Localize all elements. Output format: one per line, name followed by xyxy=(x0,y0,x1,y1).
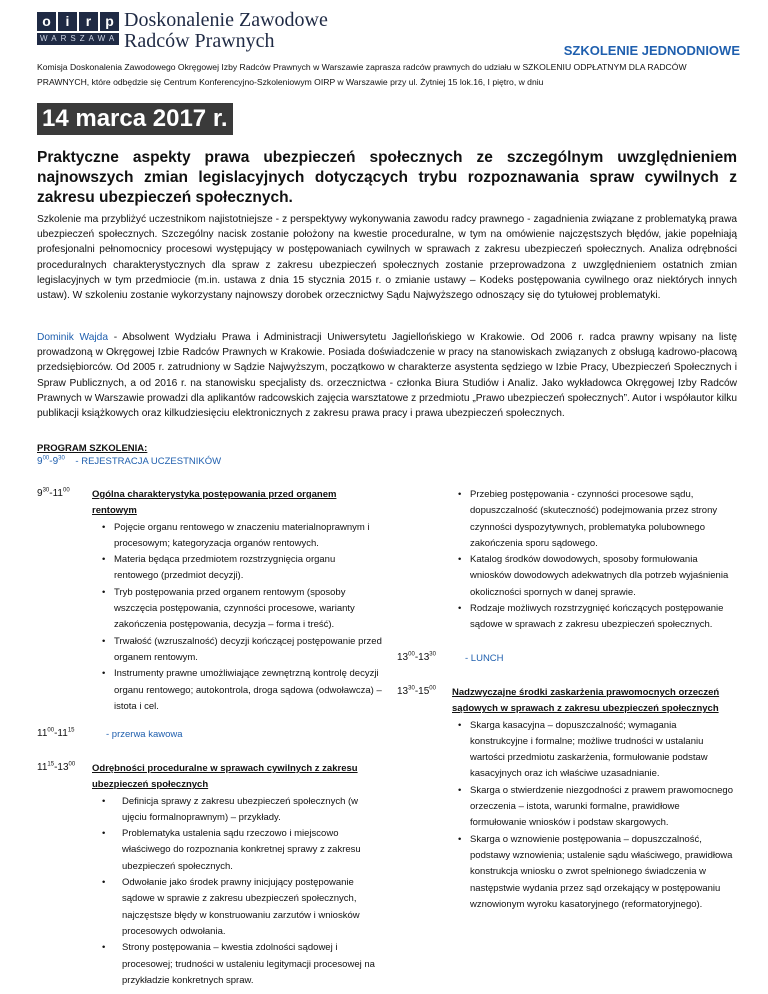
block3 xyxy=(452,685,734,913)
intro-text: Komisja Doskonalenia Zawodowego Okręgowej Izby Radców Prawnych w Warszawie zaprasza radców prawnych do udziału w SZKOLENIU ODPŁATNYM DLA RADCÓW PRAWNYCH, które odbędzie się Centrum Konferencyjno-Szkoleniowym OIRP w Warszawie przy ul. Żytniej 15 lok.16, I piętro, w dniu xyxy=(37,62,687,87)
registration-row xyxy=(37,456,221,467)
logo-letter: i xyxy=(58,12,77,31)
list-item: • Definicja sprawy z zakresu ubezpieczeń społecznych (w ujęciu formalnoprawnym) – przykłady. xyxy=(92,794,377,827)
block2 xyxy=(92,761,377,989)
block2-heading: Odrębności proceduralne w sprawach cywilnych z zakresu ubezpieczeń społecznych xyxy=(92,763,358,791)
logo-city: WARSZAWA xyxy=(37,33,119,45)
training-type: SZKOLENIE JEDNODNIOWE xyxy=(563,43,740,58)
list-item: • Strony postępowania – kwestia zdolności sądowej i procesowej; trudności w ustaleniu legitymacji procesowej na przykładzie konkretnych spraw. xyxy=(92,940,377,989)
trainer-name: Dominik Wajda xyxy=(37,332,108,343)
trainer-bio xyxy=(37,330,737,421)
list-item: • Problematyka ustalenia sądu rzeczowo i miejscowo właściwego do rozpoznania konkretnej sprawy z zakresu ubezpieczeń społecznych. xyxy=(92,826,377,875)
list-item: • Rodzaje możliwych rozstrzygnięć kończących postępowanie sądowe w sprawach z zakresu ubezpieczeń społecznych. xyxy=(448,601,733,634)
list-item: • Materia będąca przedmiotem rozstrzygnięcia organu rentowego (przedmiot decyzji). xyxy=(92,552,382,585)
block1-heading: Ogólna charakterystyka postępowania przed organem rentowym xyxy=(92,489,337,517)
logo-letter: o xyxy=(37,12,56,31)
logo-letter: r xyxy=(79,12,98,31)
training-date: 14 marca 2017 r. xyxy=(37,103,233,135)
trainer-bio-text: - Absolwent Wydziału Prawa i Administracji Uniwersytetu Jagiellońskiego w Krakowie. Od 2006 r. radca prawny wpisany na listę prowadzoną w Okręgowej Izbie Radców Prawnych w Krakowie. Posiada doświadczenie w pracy na stanowiskach związanych z obsługą kadrowo-płacową przedsiębiorców. Od 2005 r. zatrudniony w Sądzie Najwyższym, początkowo w charakterze asystenta sędziego w Izbie Pracy, Ubezpieczeń Społecznych i Spraw Publicznych, a od 2016 r. na stanowisku specjalisty ds. orzecznictwa - członka Biura Studiów i Analiz. Jako wykładowca Okręgowej Izby Radców Prawnych w Warszawie prowadzi dla aplikantów radcowskich zajęcia warsztatowe z przedmiotu „Prawo ubezpieczeń społecznych”. Autor i współautor kilku publikacji książkowych oraz kilkudziesięciu elektronicznych z zakresu prawa pracy i prawa ubezpieczeń społecznych. xyxy=(37,332,737,420)
page-title: Praktyczne aspekty prawa ubezpieczeń społecznych ze szczególnym uwzględnieniem najnowszych zmian legislacyjnych dotyczących trybu rozpoznawania spraw cywilnych z zakresu ubezpieczeń społecznych. xyxy=(37,149,737,206)
list-item: • Skarga o wznowienie postępowania – dopuszczalność, podstawy wznowienia; ustalenie sądu właściwego, prawidłowa konstrukcja wniosku o zwrot spełnionego świadczenia w następstwie wydania przez sąd orzekający w postępowaniu wznowionym wyroku kasatoryjnego (reformatoryjnego). xyxy=(448,832,734,913)
list-item: • Katalog środków dowodowych, sposoby formułowania wniosków dowodowych adekwatnych dla potrzeb wyjaśnienia okoliczności spornych w danej sprawie. xyxy=(448,552,733,601)
break-label: - przerwa kawowa xyxy=(106,729,183,740)
registration-label: - REJESTRACJA UCZESTNIKÓW xyxy=(75,456,222,467)
block1 xyxy=(92,487,382,715)
lunch-label: - LUNCH xyxy=(465,653,504,664)
list-item: • Przebieg postępowania - czynności procesowe sądu, dopuszczalność (skuteczność) podejmowania przez strony czynności dyspozytywnych, problematyka polubownego zakończenia sporu sądowego. xyxy=(448,487,733,552)
brand-name xyxy=(124,10,328,52)
logo-letter: p xyxy=(100,12,119,31)
list-item: • Instrumenty prawne umożliwiające zewnętrzną kontrolę decyzji organu rentowego; autokontrola, droga sądowa (odwoławcza) – istota i cel. xyxy=(92,666,382,715)
lunch-time: $13^{00}-13^{30}$ xyxy=(397,651,436,663)
list-item: • Skarga o stwierdzenie niezgodności z prawem prawomocnego orzeczenia – istota, warunki formalne, prawidłowe formułowanie wniosków i podstaw skargowych. xyxy=(448,783,734,832)
right-items xyxy=(448,487,733,634)
list-item: • Skarga kasacyjna – dopuszczalność; wymagania konstrukcyjne i formalne; możliwe trudności w ustalaniu wartości przedmiotu zaskarżenia, formułowanie podstaw kasacyjnych oraz ich właściwe uzasadnianie. xyxy=(448,718,734,783)
time-start: $9^{00}-9^{30}$ xyxy=(37,455,65,467)
description: Szkolenie ma przybliżyć uczestnikom najistotniejsze - z perspektywy wykonywania zawodu radcy prawnego - zagadnienia związane z problematyką prawa ubezpieczeń społecznych. Szczególny nacisk zostanie położony na kwestie proceduralne, w tym na omówienie najczęstszych błędów, jakie popełniają profesjonalni pełnomocnicy procesowi występujący w postępowaniach cywilnych w sprawach z zakresu ubezpieczeń społecznych. Analiza odrębności proceduralnych charakterystycznych dla spraw z zakresu ubezpieczeń społecznych zostanie przeprowadzona z uwzględnieniem ostatnich zmian legislacyjnych w tym przedmiocie (m.in. ustawa z dnia 15 stycznia 2015 r. o zmianie ustawy – Kodeks postępowania cywilnego oraz niektórych innych ustaw). W szkoleniu zostanie wykorzystany najnowszy dorobek orzecznictwy Sądu Najwyższego odnoszący się do tytułowej problematyki. xyxy=(37,214,737,302)
brand-line-2: Radców Prawnych xyxy=(124,30,275,52)
program-heading: PROGRAM SZKOLENIA: xyxy=(37,443,148,454)
oirp-logo xyxy=(37,12,119,48)
break-time: $11^{00}-11^{15}$ xyxy=(37,727,75,739)
list-item: • Odwołanie jako środek prawny inicjujący postępowanie sądowe w sprawie z zakresu ubezpieczeń społecznych, najczęstsze błędy w konstruowaniu zarzutów i wniosków procesowych odwołania. xyxy=(92,875,377,940)
list-item: • Tryb postępowania przed organem rentowym (sposoby wszczęcia postępowania, czynności procesowe, warianty zakończenia postępowania, decyzja – forma i treść). xyxy=(92,585,382,634)
block2-time: $11^{15}-13^{00}$ xyxy=(37,761,76,773)
list-item: • Trwałość (wzruszalność) decyzji kończącej postępowanie przed organem rentowym. xyxy=(92,634,382,667)
block3-time: $13^{30}-15^{00}$ xyxy=(397,685,436,697)
brand-line-1: Doskonalenie Zawodowe xyxy=(124,9,328,31)
block1-time: $9^{30}-11^{00}$ xyxy=(37,487,70,499)
list-item: • Pojęcie organu rentowego w znaczeniu materialnoprawnym i procesowym; kategoryzacja organów rentowych. xyxy=(92,520,382,553)
block3-heading: Nadzwyczajne środki zaskarżenia prawomocnych orzeczeń sądowych w sprawach z zakresu ubezpieczeń społecznych xyxy=(452,687,720,715)
